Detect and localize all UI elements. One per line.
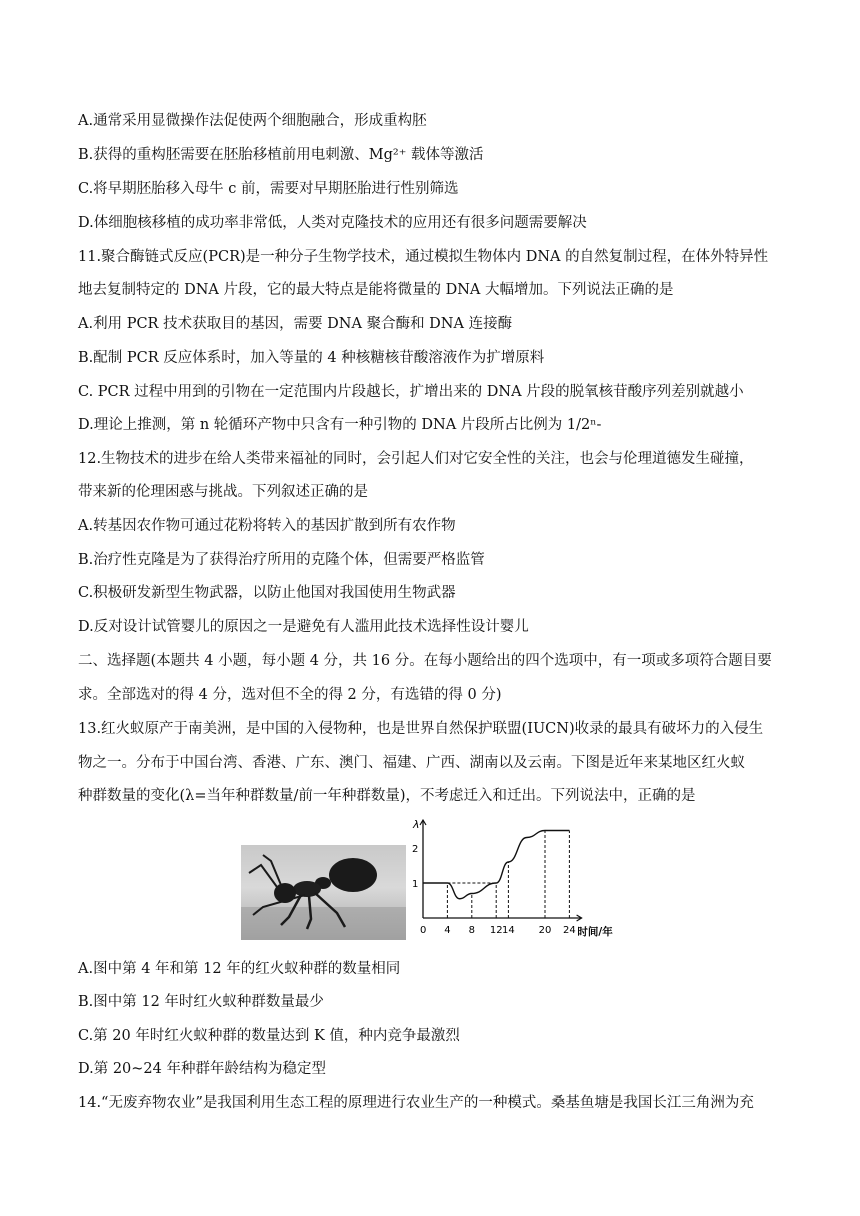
question-14-stem: 14.“无废弃物农业”是我国利用生态工程的原理进行农业生产的一种模式。桑基鱼塘是我国长江三角洲为充 — [78, 1095, 754, 1111]
option-12c: C.积极研发新型生物武器，以防止他国对我国使用生物武器 — [78, 585, 456, 601]
section-2-heading-cont: 求。全部选对的得 4 分，选对但不全的得 2 分，有选错的得 0 分) — [78, 687, 502, 703]
option-12d: D.反对设计试管婴儿的原因之一是避免有人滥用此技术选择性设计婴儿 — [78, 619, 529, 635]
y-tick-label: 2 — [412, 844, 419, 855]
question-11-stem: 11.聚合酶链式反应(PCR)是一种分子生物学技术，通过模拟生物体内 DNA 的自然复制过程，在体外特异性 — [78, 249, 769, 265]
question-13-stem-cont: 物之一。分布于中国台湾、香港、广东、澳门、福建、广西、湖南以及云南。下图是近年来某地区红火蚁 — [78, 755, 745, 771]
option-13a: A.图中第 4 年和第 12 年的红火蚁种群的数量相同 — [78, 961, 401, 977]
option-10b: B.获得的重构胚需要在胚胎移植前用电刺激、Mg²⁺ 载体等激活 — [78, 147, 484, 163]
option-13d: D.第 20~24 年种群年龄结构为稳定型 — [78, 1061, 326, 1077]
option-13b: B.图中第 12 年时红火蚁种群数量最少 — [78, 994, 324, 1010]
x-tick-label: 12 — [489, 925, 503, 936]
option-10a: A.通常采用显微操作法促使两个细胞融合，形成重构胚 — [78, 113, 427, 129]
option-11c: C. PCR 过程中用到的引物在一定范围内片段越长，扩增出来的 DNA 片段的脱氧核苷酸序列差别就越小 — [78, 384, 744, 400]
x-tick-label: 14 — [502, 925, 515, 936]
x-tick-label: 20 — [538, 925, 552, 936]
y-axis-label: λ — [413, 818, 420, 831]
question-12-stem: 12.生物技术的进步在给人类带来福祉的同时，会引起人们对它安全性的关注，也会与伦理道德发生碰撞， — [78, 451, 754, 467]
x-tick-label: 8 — [468, 925, 475, 936]
question-13-stem-cont2: 种群数量的变化(λ=当年种群数量/前一年种群数量)，不考虑迁入和迁出。下列说法中，正确的是 — [78, 788, 696, 804]
x-tick-label: 0 — [420, 925, 427, 936]
option-10d: D.体细胞核移植的成功率非常低，人类对克隆技术的应用还有很多问题需要解决 — [78, 215, 587, 231]
question-11-stem-cont: 地去复制特定的 DNA 片段，它的最大特点是能将微量的 DNA 大幅增加。下列说法正确的是 — [78, 282, 674, 298]
option-12b: B.治疗性克隆是为了获得治疗所用的克隆个体，但需要严格监管 — [78, 552, 485, 568]
question-13-figure — [241, 815, 633, 945]
option-12a: A.转基因农作物可通过花粉将转入的基因扩散到所有农作物 — [78, 518, 456, 534]
x-tick-label: 4 — [444, 925, 451, 936]
fire-ant-photo — [241, 845, 406, 940]
x-axis-label: 时间/年 — [577, 926, 613, 938]
section-2-heading: 二、选择题(本题共 4 小题，每小题 4 分，共 16 分。在每小题给出的四个选项中，有一项或多项符合题目要 — [78, 653, 772, 669]
x-tick-label: 24 — [563, 925, 576, 936]
lambda-chart-svg — [409, 815, 633, 945]
question-13-stem: 13.红火蚁原产于南美洲，是中国的入侵物种，也是世界自然保护联盟(IUCN)收录的最具有破坏力的入侵生 — [78, 721, 764, 737]
option-11b: B.配制 PCR 反应体系时，加入等量的 4 种核糖核苷酸溶液作为扩增原料 — [78, 350, 545, 366]
option-13c: C.第 20 年时红火蚁种群的数量达到 K 值，种内竞争最激烈 — [78, 1028, 460, 1044]
lambda-series-line — [423, 831, 569, 899]
option-10c: C.将早期胚胎移入母牛 c 前，需要对早期胚胎进行性别筛选 — [78, 181, 459, 197]
option-11d: D.理论上推测，第 n 轮循环产物中只含有一种引物的 DNA 片段所占比例为 1/2ⁿ- — [78, 417, 602, 433]
question-12-stem-cont: 带来新的伦理困惑与挑战。下列叙述正确的是 — [78, 484, 368, 500]
fire-ant-illustration — [241, 845, 406, 940]
y-tick-label: 1 — [412, 879, 419, 890]
lambda-chart — [409, 815, 633, 945]
option-11a: A.利用 PCR 技术获取目的基因，需要 DNA 聚合酶和 DNA 连接酶 — [78, 316, 513, 332]
